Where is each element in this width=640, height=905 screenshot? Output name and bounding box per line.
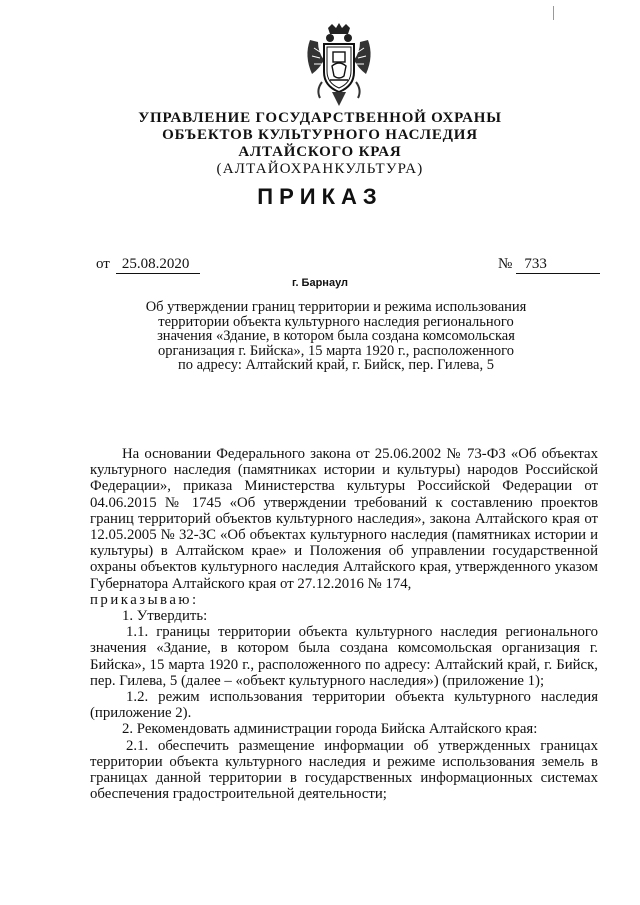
date-field xyxy=(96,256,200,274)
subject-line: по адресу: Алтайский край, г. Бийск, пер. Гилева, 5 xyxy=(178,357,494,373)
order-word: приказываю: xyxy=(90,591,199,608)
altai-coat-of-arms-icon xyxy=(302,22,376,108)
preamble-paragraph: На основании Федерального закона от 25.06.2002 № 73-ФЗ «Об объектах культурного наследия (памятниках истории и культуры) народов Российской Федерации», приказа Министерства культуры Российской Федерации от 04.06.2015 № 1745 «Об утверждении требований к составлению проектов границ территорий объектов культурного наследия», закона Алтайского края от 12.05.2005 № 32-ЗС «Об объектах культурного наследия (памятниках истории и культуры) в Алтайском крае» и Положения об управлении государственной охраны объектов культурного наследия Алтайского края, утвержденного указом Губернатора Алтайского края от 27.12.2016 № 174, xyxy=(90,446,598,592)
item-1-1: 1.1. границы территории объекта культурного наследия регионального значения «Здание, в котором была создана комсомольская организация г. Бийска», 15 марта 1920 г., расположенного по адресу: Алтайский край, г. Бийск, пер. Гилева, 5 (далее – «объект культурного наследия») (приложение 1); xyxy=(90,624,598,689)
city: г. Барнаул xyxy=(291,277,349,289)
number-value: 733 xyxy=(516,256,600,274)
scan-mark xyxy=(553,6,554,20)
number-label: № xyxy=(498,256,513,272)
header-line: АЛТАЙСКОГО КРАЯ xyxy=(238,144,402,160)
header-line: УПРАВЛЕНИЕ ГОСУДАРСТВЕННОЙ ОХРАНЫ xyxy=(138,110,502,126)
subject-line: организация г. Бийска», 15 марта 1920 г., расположенного xyxy=(157,342,514,359)
subject-line: значения «Здание, в котором была создана комсомольская xyxy=(157,328,515,344)
document-subject xyxy=(130,300,542,373)
number-field xyxy=(498,256,600,274)
document-title: ПРИКАЗ xyxy=(257,184,383,209)
document-body xyxy=(90,446,598,802)
header-abbreviation: (АЛТАЙОХРАНКУЛЬТУРА) xyxy=(216,161,424,177)
item-2: 2. Рекомендовать администрации города Бийска Алтайского края: xyxy=(122,721,538,738)
item-1-2: 1.2. режим использования территории объекта культурного наследия (приложение 2). xyxy=(90,689,598,722)
header-line: ОБЪЕКТОВ КУЛЬТУРНОГО НАСЛЕДИЯ xyxy=(162,127,478,143)
subject-line: территории объекта культурного наследия регионального xyxy=(158,313,514,330)
subject-line: Об утверждении границ территории и режима использования xyxy=(145,299,527,315)
date-label: от xyxy=(96,256,110,272)
date-value: 25.08.2020 xyxy=(116,256,200,274)
issuer-header xyxy=(0,110,640,178)
item-1: 1. Утвердить: xyxy=(122,608,208,625)
item-2-1: 2.1. обеспечить размещение информации об утвержденных границах территории объекта культурного наследия и режиме использования земель в границах данной территории в государственных информационных системах обеспечения градостроительной деятельности; xyxy=(90,737,598,803)
